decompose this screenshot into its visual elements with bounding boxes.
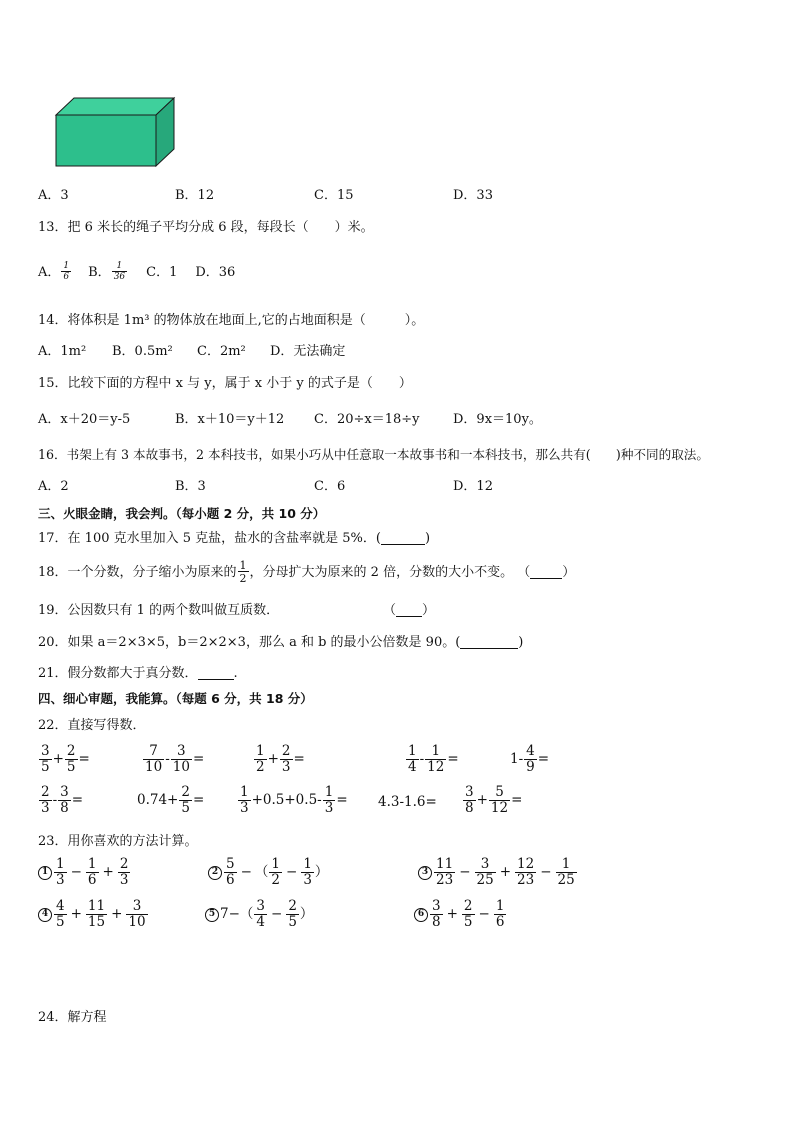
fraction: $\frac{1}{4}$ [408, 743, 417, 775]
cuboid-figure [52, 95, 178, 169]
q18-fraction: $\frac{1}{2}$ [239, 559, 247, 585]
q23-problem-6: 6 $\frac{3}{8}$ + $\frac{2}{5}$ − $\frac{1}{6}$ [414, 900, 507, 929]
fraction: $\frac{3}{5}$ [41, 743, 50, 775]
circled-number: 6 [414, 908, 428, 922]
q15-option-b: B．x＋10＝y＋12 [175, 412, 285, 427]
q13-option-a-label: A． [38, 264, 61, 280]
q12-option-a: A．3 [38, 188, 69, 203]
q20-close: ) [518, 635, 524, 650]
fraction: $\frac{7}{10}$ [145, 743, 163, 775]
q23-problem-5: 5 7− （ $\frac{3}{4}$ − $\frac{2}{5}$ ） [205, 900, 313, 929]
q13-option-b-fraction: $\frac{1}{36}$ [113, 261, 126, 282]
fraction: $\frac{1}{6}$ [495, 898, 505, 930]
fraction: $\frac{2}{5}$ [181, 784, 190, 816]
q13-option-c: C．1 [146, 264, 178, 280]
q23-problem-4: 4 $\frac{4}{5}$ + $\frac{11}{15}$ + $\frac{3}{10}$ [38, 900, 149, 929]
q22-expr-5: 1- $\frac{4}{9}$ = [510, 743, 550, 775]
q18-pre: 18．一个分数，分子缩小为原来的 [38, 564, 237, 580]
fraction: $\frac{2}{3}$ [281, 743, 291, 775]
circled-number: 1 [38, 866, 52, 880]
fraction: $\frac{2}{3}$ [119, 856, 129, 888]
q16-option-c: C．6 [314, 479, 346, 494]
fraction: $\frac{2}{5}$ [463, 898, 473, 930]
q22-expr-4: $\frac{1}{4}$ - $\frac{1}{12}$ = [408, 743, 459, 775]
q14-option-a: A．1m² [38, 344, 87, 359]
q13-stem: 13．把 6 米长的绳子平均分成 6 段，每段长（ ）米。 [38, 220, 374, 235]
q14-stem: 14．将体积是 1m³ 的物体放在地面上,它的占地面积是（ ）。 [38, 313, 425, 328]
q22-expr-7: 0.74+ $\frac{2}{5}$ = [137, 784, 205, 816]
q19-open: （ [383, 603, 397, 618]
q14-option-c: C．2m² [197, 344, 246, 359]
q22-stem: 22．直接写得数． [38, 718, 146, 733]
q21 [38, 667, 238, 680]
section-3-heading: 三、火眼金睛，我会判。（每小题 2 分，共 10 分） [38, 506, 326, 521]
circled-number: 5 [205, 908, 219, 922]
fraction: $\frac{1}{3}$ [56, 856, 65, 888]
q17-answer-blank[interactable] [381, 532, 425, 545]
fraction: $\frac{1}{25}$ [557, 856, 575, 888]
fraction: $\frac{3}{25}$ [476, 856, 494, 888]
q17 [38, 532, 430, 545]
q13-option-a-fraction: $\frac{1}{6}$ [63, 261, 70, 282]
q18-post: ，分母扩大为原来的 2 倍，分数的大小不变。 （ [249, 564, 531, 580]
cuboid-top-face [56, 98, 174, 115]
q16-option-b: B．3 [175, 479, 206, 494]
fraction: $\frac{1}{3}$ [240, 784, 249, 816]
fraction: $\frac{1}{3}$ [303, 856, 312, 888]
q13-option-d: D．36 [195, 264, 236, 280]
circled-number: 4 [38, 908, 52, 922]
q22-expr-3: $\frac{1}{2}$ + $\frac{2}{3}$ = [256, 743, 305, 775]
q21-text: 21．假分数都大于真分数． [38, 666, 198, 681]
q15-option-c: C．20÷x＝18÷y [314, 412, 420, 427]
q22-expr-6: $\frac{2}{3}$ - $\frac{3}{8}$ = [41, 784, 84, 816]
fraction: $\frac{11}{23}$ [436, 856, 454, 888]
q23-problem-3: 3 $\frac{11}{23}$ − $\frac{3}{25}$ + $\frac{12}{23}$ − $\frac{1}{25}$ [418, 858, 578, 887]
q22-expr-9: 4.3-1.6= [378, 794, 437, 810]
fraction: $\frac{1}{2}$ [271, 856, 280, 888]
fraction: $\frac{2}{3}$ [41, 784, 50, 816]
q19-close: ） [422, 603, 436, 618]
q17-text: 17．在 100 克水里加入 5 克盐，盐水的含盐率就是 5%．( [38, 531, 381, 546]
q22-expr-1: $\frac{3}{5}$ + $\frac{2}{5}$ = [41, 743, 90, 775]
q19-answer-blank[interactable] [396, 604, 422, 617]
q18-close: ） [562, 564, 576, 580]
q20-answer-blank[interactable] [460, 636, 518, 649]
q18 [38, 560, 575, 584]
fraction: $\frac{11}{15}$ [87, 898, 106, 930]
fraction: $\frac{5}{12}$ [490, 784, 509, 816]
fraction: $\frac{3}{8}$ [465, 784, 474, 816]
q15-option-a: A．x＋20＝y-5 [38, 412, 131, 427]
fraction: $\frac{3}{8}$ [60, 784, 69, 816]
fraction: $\frac{1}{2}$ [256, 743, 265, 775]
fraction: $\frac{3}{10}$ [172, 743, 190, 775]
q22-expr-2: $\frac{7}{10}$ - $\frac{3}{10}$ = [145, 743, 205, 775]
fraction: $\frac{2}{5}$ [288, 898, 297, 930]
q23-problem-1: 1 $\frac{1}{3}$ − $\frac{1}{6}$ + $\frac{2}{3}$ [38, 858, 131, 887]
q14-option-b: B．0.5m² [112, 344, 173, 359]
fraction: $\frac{3}{4}$ [256, 898, 265, 930]
fraction: $\frac{4}{9}$ [526, 743, 535, 775]
section-4-heading: 四、细心审题，我能算。（每题 6 分，共 18 分） [38, 691, 313, 706]
q22-expr-10: $\frac{3}{8}$ + $\frac{5}{12}$ = [465, 784, 523, 816]
fraction: $\frac{5}{6}$ [226, 856, 235, 888]
q23-problem-2: 2 $\frac{5}{6}$ − （ $\frac{1}{2}$ − $\frac{1}{3}$ ） [208, 858, 328, 887]
q18-answer-blank[interactable] [530, 566, 562, 579]
q12-option-c: C．15 [314, 188, 354, 203]
fraction: $\frac{3}{8}$ [432, 898, 441, 930]
q13-option-b-label: B． [88, 264, 111, 280]
q12-option-d: D．33 [453, 188, 493, 203]
fraction: $\frac{12}{23}$ [517, 856, 535, 888]
q21-answer-blank[interactable] [198, 667, 234, 680]
q16-option-d: D．12 [453, 479, 493, 494]
fraction: $\frac{4}{5}$ [56, 898, 65, 930]
q23-stem: 23．用你喜欢的方法计算。 [38, 834, 198, 849]
q16-stem: 16．书架上有 3 本故事书，2 本科技书，如果小巧从中任意取一本故事书和一本科技书，那么共有( )种不同的取法。 [38, 447, 709, 462]
circled-number: 3 [418, 866, 432, 880]
fraction: $\frac{1}{6}$ [87, 856, 97, 888]
q19-answer [383, 604, 435, 617]
q14-option-d: D．无法确定 [270, 344, 346, 359]
cuboid-front-face [56, 115, 156, 166]
q15-option-d: D．9x＝10y。 [453, 412, 542, 427]
q17-close: ) [424, 531, 431, 546]
q19-text: 19．公因数只有 1 的两个数叫做互质数． [38, 603, 280, 618]
q20 [38, 636, 523, 649]
circled-number: 2 [208, 866, 222, 880]
q16-option-a: A．2 [38, 479, 69, 494]
fraction: $\frac{1}{12}$ [427, 743, 445, 775]
fraction: $\frac{2}{5}$ [66, 743, 76, 775]
q20-text: 20．如果 a＝2×3×5，b＝2×2×3，那么 a 和 b 的最小公倍数是 90。( [38, 635, 461, 650]
fraction: $\frac{1}{3}$ [324, 784, 334, 816]
q21-end: . [233, 666, 238, 681]
q24-stem: 24．解方程 [38, 1010, 107, 1025]
q15-stem: 15．比较下面的方程中 x 与 y，属于 x 小于 y 的式子是（ ） [38, 376, 412, 391]
fraction: $\frac{3}{10}$ [128, 898, 146, 930]
q22-expr-8: $\frac{1}{3}$ +0.5+0.5- $\frac{1}{3}$ = [240, 784, 348, 816]
q13-options [38, 262, 235, 282]
q12-option-b: B．12 [175, 188, 215, 203]
